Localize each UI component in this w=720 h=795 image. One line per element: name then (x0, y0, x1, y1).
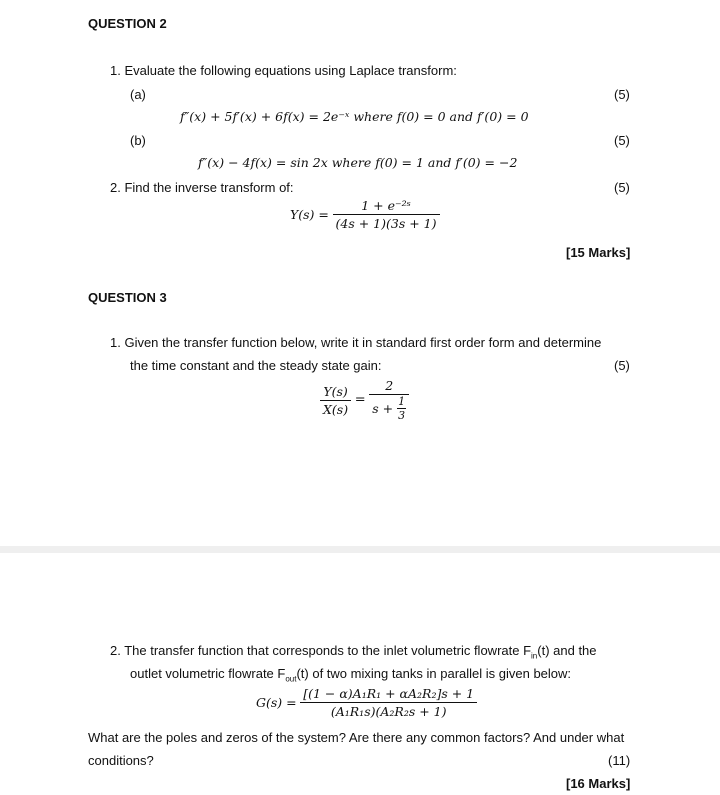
question-2-heading: QUESTION 2 (88, 16, 167, 31)
tf-lhs-denominator: X(s) (323, 401, 349, 417)
q3-item-1-marks: (5) (614, 358, 630, 373)
q2-part-a-label: (a) (130, 87, 146, 102)
gs-lhs: G(s) = (256, 695, 297, 710)
q2-item-2-marks: (5) (614, 180, 630, 195)
q2-total-marks: [15 Marks] (566, 245, 631, 260)
question-3-heading: QUESTION 3 (88, 290, 167, 305)
tf-third-fraction (397, 395, 406, 422)
q3-question-line-1: What are the poles and zeros of the system? Are there any common factors? And under what (88, 730, 625, 745)
tf-lhs-numerator: Y(s) (320, 384, 351, 401)
tf-rhs-denominator (369, 395, 409, 422)
q3-item-2-line-2 (130, 666, 571, 684)
page-separator (0, 546, 720, 553)
q3-total-marks: [16 Marks] (566, 776, 631, 791)
tf-rhs-fraction (369, 378, 409, 422)
q3-item-1-line-2: the time constant and the steady state gain: (130, 358, 382, 373)
ys-denominator: (4s + 1)(3s + 1) (335, 216, 437, 231)
tf-third-numerator: 1 (398, 395, 406, 408)
tf-third-denominator: 3 (398, 409, 406, 422)
tf-rhs-numerator: 2 (369, 378, 409, 395)
subscript-out: out (285, 674, 297, 684)
gs-numerator: [(1 − α)A₁R₁ + αA₂R₂]s + 1 (300, 686, 477, 703)
q3-item-2-line-1 (110, 643, 597, 661)
q3-item-2-line-1-text: 2. The transfer function that corresponds to the inlet volumetric flowrate F (110, 643, 532, 658)
q2-part-b-equation: f″(x) − 4f(x) = sin 2x where f(0) = 1 and f′(0) = −2 (198, 155, 518, 170)
tf-equals: = (354, 392, 366, 408)
q2-part-b-marks: (5) (614, 133, 630, 148)
ys-lhs: Y(s) = (290, 207, 329, 222)
gs-fraction (300, 686, 477, 719)
q2-item-2: 2. Find the inverse transform of: (110, 180, 294, 195)
q3-item-1-line-1: 1. Given the transfer function below, write it in standard first order form and determine (110, 335, 602, 350)
q2-part-a-marks: (5) (614, 87, 630, 102)
q2-item-1: 1. Evaluate the following equations using Laplace transform: (110, 63, 457, 78)
q3-question-marks: (11) (608, 753, 631, 768)
ys-numerator: 1 + e⁻²ˢ (333, 198, 440, 215)
tf-rhs-den-s: s + (372, 401, 394, 416)
tf-lhs-fraction (320, 384, 351, 417)
q2-part-b-label: (b) (130, 133, 146, 148)
q2-inverse-transform-expression (290, 198, 440, 231)
q3-question-line-2: conditions? (88, 753, 154, 768)
q3-item-2-line-2-tail: (t) of two mixing tanks in parallel is given below: (296, 666, 572, 681)
gs-denominator: (A₁R₁s)(A₂R₂s + 1) (330, 704, 447, 719)
q2-part-a-equation: f″(x) + 5f′(x) + 6f(x) = 2e⁻ˣ where f(0) = 0 and f′(0) = 0 (180, 109, 529, 124)
q3-gs-expression (256, 686, 477, 719)
q3-item-2-line-2-text: outlet volumetric flowrate F (130, 666, 286, 681)
subscript-in: in (531, 651, 538, 661)
q3-item-2-line-1-tail: (t) and the (537, 643, 597, 658)
ys-fraction (333, 198, 440, 231)
q3-transfer-function (320, 378, 409, 422)
